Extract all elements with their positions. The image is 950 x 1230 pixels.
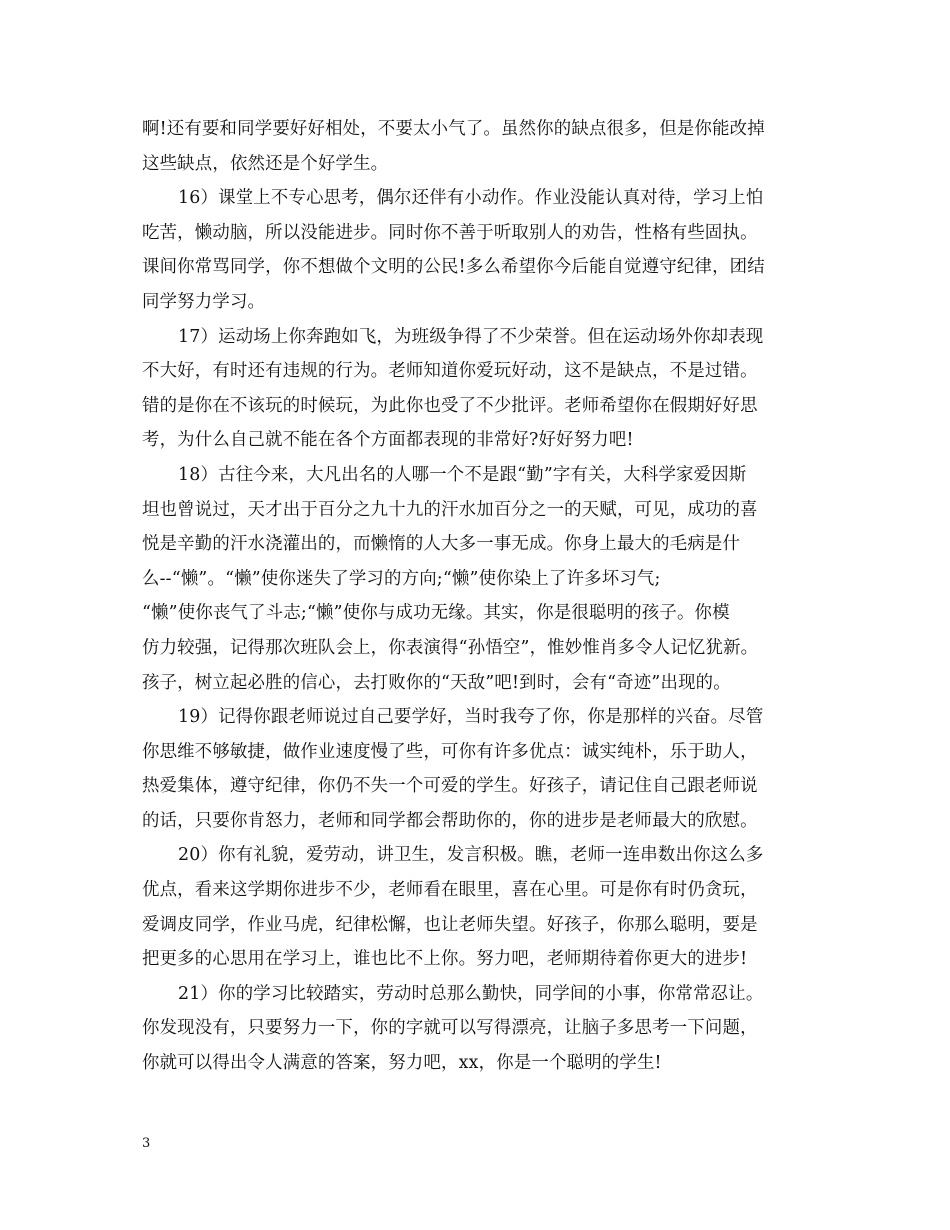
paragraph-start-16: 16）课堂上不专心思考，偶尔还伴有小动作。作业没能认真对待，学习上怕 (178, 188, 764, 209)
body-text (142, 112, 822, 1081)
text-line: 啊!还有要和同学要好好相处，不要太小气了。虽然你的缺点很多，但是你能改掉 (142, 119, 765, 139)
text-line: 错的是你在不该玩的时候玩，为此你也受了不少批评。老师希望你在假期好好思 (142, 395, 758, 416)
text-line: 么--“懒”。“懒”使你迷失了学习的方向;“懒”使你染上了许多坏习气; (142, 568, 661, 589)
text-line: 爱调皮同学，作业马虎，纪律松懈，也让老师失望。好孩子，你那么聪明，要是 (142, 914, 758, 935)
text-line: 孩子，树立起必胜的信心，去打败你的“天敌”吧!到时，会有“奇迹”出现的。 (142, 672, 731, 693)
text-line: 的话，只要你肯怒力，老师和同学都会帮助你的，你的进步是老师最大的欣慰。 (142, 810, 758, 831)
text-line: 考，为什么自己就不能在各个方面都表现的非常好?好好努力吧! (142, 430, 634, 451)
paragraph-start-18: 18）古往今来，大凡出名的人哪一个不是跟“勤”字有关，大科学家爱因斯 (178, 464, 747, 485)
text-line: 你思维不够敏捷，做作业速度慢了些，可你有许多优点：诚实纯朴，乐于助人， (142, 741, 758, 762)
text-line: 悦是辛勤的汗水浇灌出的，而懒惰的人大多一事无成。你身上最大的毛病是什 (142, 534, 741, 555)
text-line: 坦也曾说过，天才出于百分之九十九的汗水加百分之一的天赋，可见，成功的喜 (142, 499, 758, 520)
text-line: 热爱集体，遵守纪律，你仍不失一个可爱的学生。好孩子，请记住自己跟老师说 (142, 776, 758, 797)
text-line: 你发现没有，只要努力一下，你的字就可以写得漂亮，让脑子多思考一下问题， (142, 1018, 758, 1039)
paragraph-start-19: 19）记得你跟老师说过自己要学好，当时我夸了你，你是那样的兴奋。尽管 (178, 707, 764, 728)
paragraph-start-17: 17）运动场上你奔跑如飞，为班级争得了不少荣誉。但在运动场外你却表现 (178, 326, 764, 347)
paragraph-start-21: 21）你的学习比较踏实，劳动时总那么勤快，同学间的小事，你常常忍让。 (178, 983, 764, 1004)
text-line: 同学努力学习。 (142, 291, 266, 312)
text-line: 这些缺点，依然还是个好学生。 (142, 153, 389, 174)
text-line: 你就可以得出令人满意的答案，努力吧，xx，你是一个聪明的学生! (142, 1053, 662, 1074)
text-line: 把更多的心思用在学习上，谁也比不上你。努力吧，老师期待着你更大的进步! (142, 949, 748, 970)
text-line: 不大好，有时还有违规的行为。老师知道你爱玩好动，这不是缺点，不是过错。 (142, 361, 758, 382)
text-line: 吃苦，懒动脑，所以没能进步。同时你不善于听取别人的劝告，性格有些固执。 (142, 222, 758, 243)
page-number: 3 (142, 1136, 151, 1151)
text-line: 优点，看来这学期你进步不少，老师看在眼里，喜在心里。可是你有时仍贪玩， (142, 880, 758, 901)
text-line: “懒”使你丧气了斗志;“懒”使你与成功无缘。其实，你是很聪明的孩子。你模 (142, 603, 730, 624)
text-line: 仿力较强，记得那次班队会上，你表演得“孙悟空”，惟妙惟肖多令人记忆犹新。 (142, 637, 759, 658)
paragraph-start-20: 20）你有礼貌，爱劳动，讲卫生，发言积极。瞧，老师一连串数出你这么多 (178, 845, 764, 866)
text-line: 课间你常骂同学，你不想做个文明的公民!多么希望你今后能自觉遵守纪律，团结 (142, 257, 765, 278)
